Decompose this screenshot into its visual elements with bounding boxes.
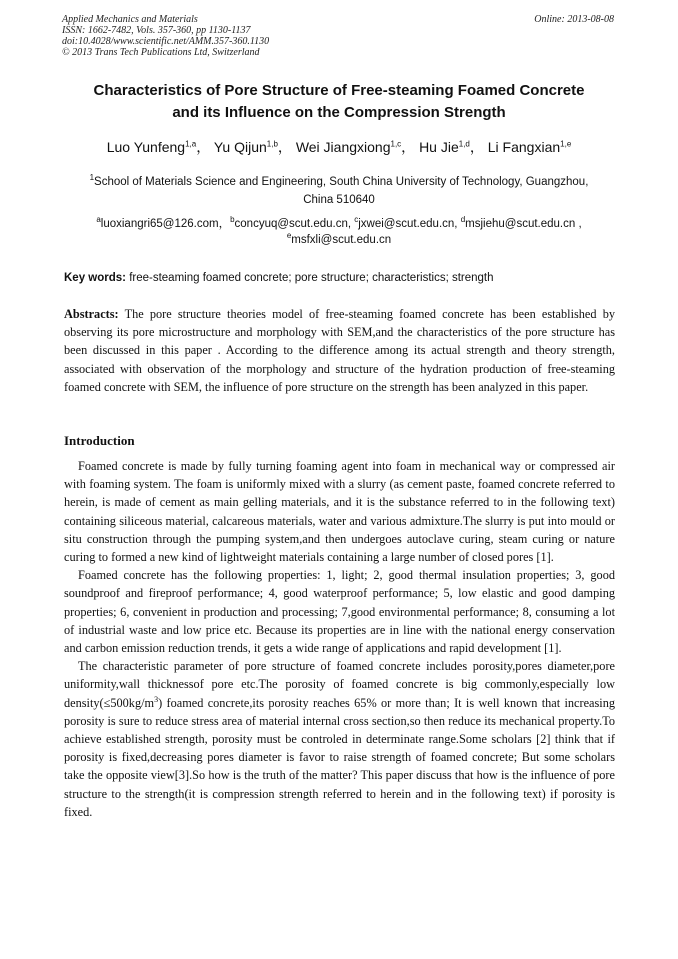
author-separator: ， [277,139,292,155]
paper-title [56,80,622,124]
journal-issn: ISSN: 1662-7482, Vols. 357-360, pp 1130-1137 [62,25,251,36]
paragraph-text: The characteristic parameter of pore structure of foamed concrete includes porosity,pores diameter,pore uniformity,wall thicknessof pore etc.The porosity of foamed concrete is big commonly,especially low density(≤500kg/m [64,659,615,710]
email-sup: a [96,215,101,225]
author: Luo Yunfeng [106,139,186,155]
email-sup: c [354,215,359,225]
abstract-text: The pore structure theories model of free-steaming foamed concrete has been established by observing its pore microstructure and morphology with SEM,and the characteristics of the pore structure has been discussed in this paper . According to the difference among its actual strength and theory strength, associated with observation of the morphology and structure of the hydration production of free-steaming foamed concrete with SEM, the influence of pore structure on the strength has been analyzed in this paper. [64,307,615,394]
keywords [64,270,616,286]
email-list [60,216,618,248]
email-e[interactable]: msfxli@scut.edu.cn [291,234,392,246]
keywords-label: Key words: [64,272,126,284]
paragraph: Foamed concrete is made by fully turning foaming agent into foam in mechanical way or compressed air with foaming system. The foam is uniformly mixed with a slurry (as cement paste, foamed concrete referred to herein, is made of cement as main gelling materials, and it is the substance referred to in the following text) containing siliceous material, calcareous materials, water and various admixture.The slurry is put into mould or situ construction through the pumping system,and then undergoes autoclave curing, steam curing or nature curing to formed a new kind of lightweight materials containing a large number of closed pores [1]. [64,459,615,565]
author-affil-sup: 1,a [185,139,197,149]
title-line-1: Characteristics of Pore Structure of Free-steaming Foamed Concrete [93,82,585,99]
email-d[interactable]: msjiehu@scut.edu.cn , [465,218,582,230]
journal-doi[interactable]: doi:10.4028/www.scientific.net/AMM.357-360.1130 [62,36,270,47]
email-a[interactable]: luoxiangri65@126.com， [100,218,231,230]
email-sup: d [460,215,466,225]
email-b[interactable]: concyuq@scut.edu.cn, [234,218,355,230]
affiliation [60,173,618,209]
paragraph: Foamed concrete has the following properties: 1, light; 2, good thermal insulation properties; 3, good soundproof and fireproof performance; 4, good waterproof performance; 5, low elastic and good damping properties; 6, convenient in production and processing; 7,good environmental performance; 8, consuming a lot of industrial waste and low price etc. Because its properties are in line with the national energy conservation and carbon emission reduction trends, it gets a wide range of applications and rapid development [1]. [64,568,615,656]
journal-header [62,14,422,58]
affiliation-line-2: China 510640 [303,194,375,206]
author-affil-sup: 1,c [390,139,402,149]
affiliation-sup: 1 [89,173,95,183]
email-sup: e [286,231,292,241]
journal-copyright: © 2013 Trans Tech Publications Ltd, Switzerland [62,47,260,58]
paragraph-text: ) foamed concrete,its porosity reaches 65% or more than; It is well known that increasing porosity is sure to reduce stress area of material internal cross section,so then reduce its mechanical property.To achieve established strength, porosity must be controled in determinate range.Some scholars [2] think that if porosity is fixed,decreasing pores diameter is favor to raise strength of foamed concrete; But some scholars take the opposite view[3].So how is the truth of the matter? This paper discuss that how is the influence of pore structure to the strength(it is compression strength referred to herein and in the following text) if porosity is fixed. [64,695,615,819]
author: Wei Jiangxiong [295,139,391,155]
author: Hu Jie [419,139,459,155]
online-date: Online: 2013-08-08 [534,14,614,25]
journal-name: Applied Mechanics and Materials [62,14,198,25]
author-separator: ， [196,139,211,155]
abstract-label: Abstracts: [64,307,119,321]
email-sup: b [230,215,235,225]
author-list [20,137,658,157]
author-affil-sup: 1,d [458,139,470,149]
author-affil-sup: 1,b [266,139,278,149]
author-separator: ， [401,139,416,155]
paragraph [64,657,615,821]
author-affil-sup: 1,e [560,139,572,149]
author: Li Fangxian [487,139,561,155]
affiliation-line-1: School of Materials Science and Engineering, South China University of Technology, Guangzhou, [94,176,589,188]
author: Yu Qijun [213,139,267,155]
email-c[interactable]: jxwei@scut.edu.cn, [358,218,461,230]
title-line-2: and its Influence on the Compression Strength [172,104,506,121]
author-separator: ， [469,139,484,155]
section-heading-introduction: Introduction [64,433,135,448]
abstract [64,305,615,396]
introduction-body [64,457,615,821]
keywords-text: free-steaming foamed concrete; pore structure; characteristics; strength [126,272,494,284]
superscript: 3 [154,694,159,704]
